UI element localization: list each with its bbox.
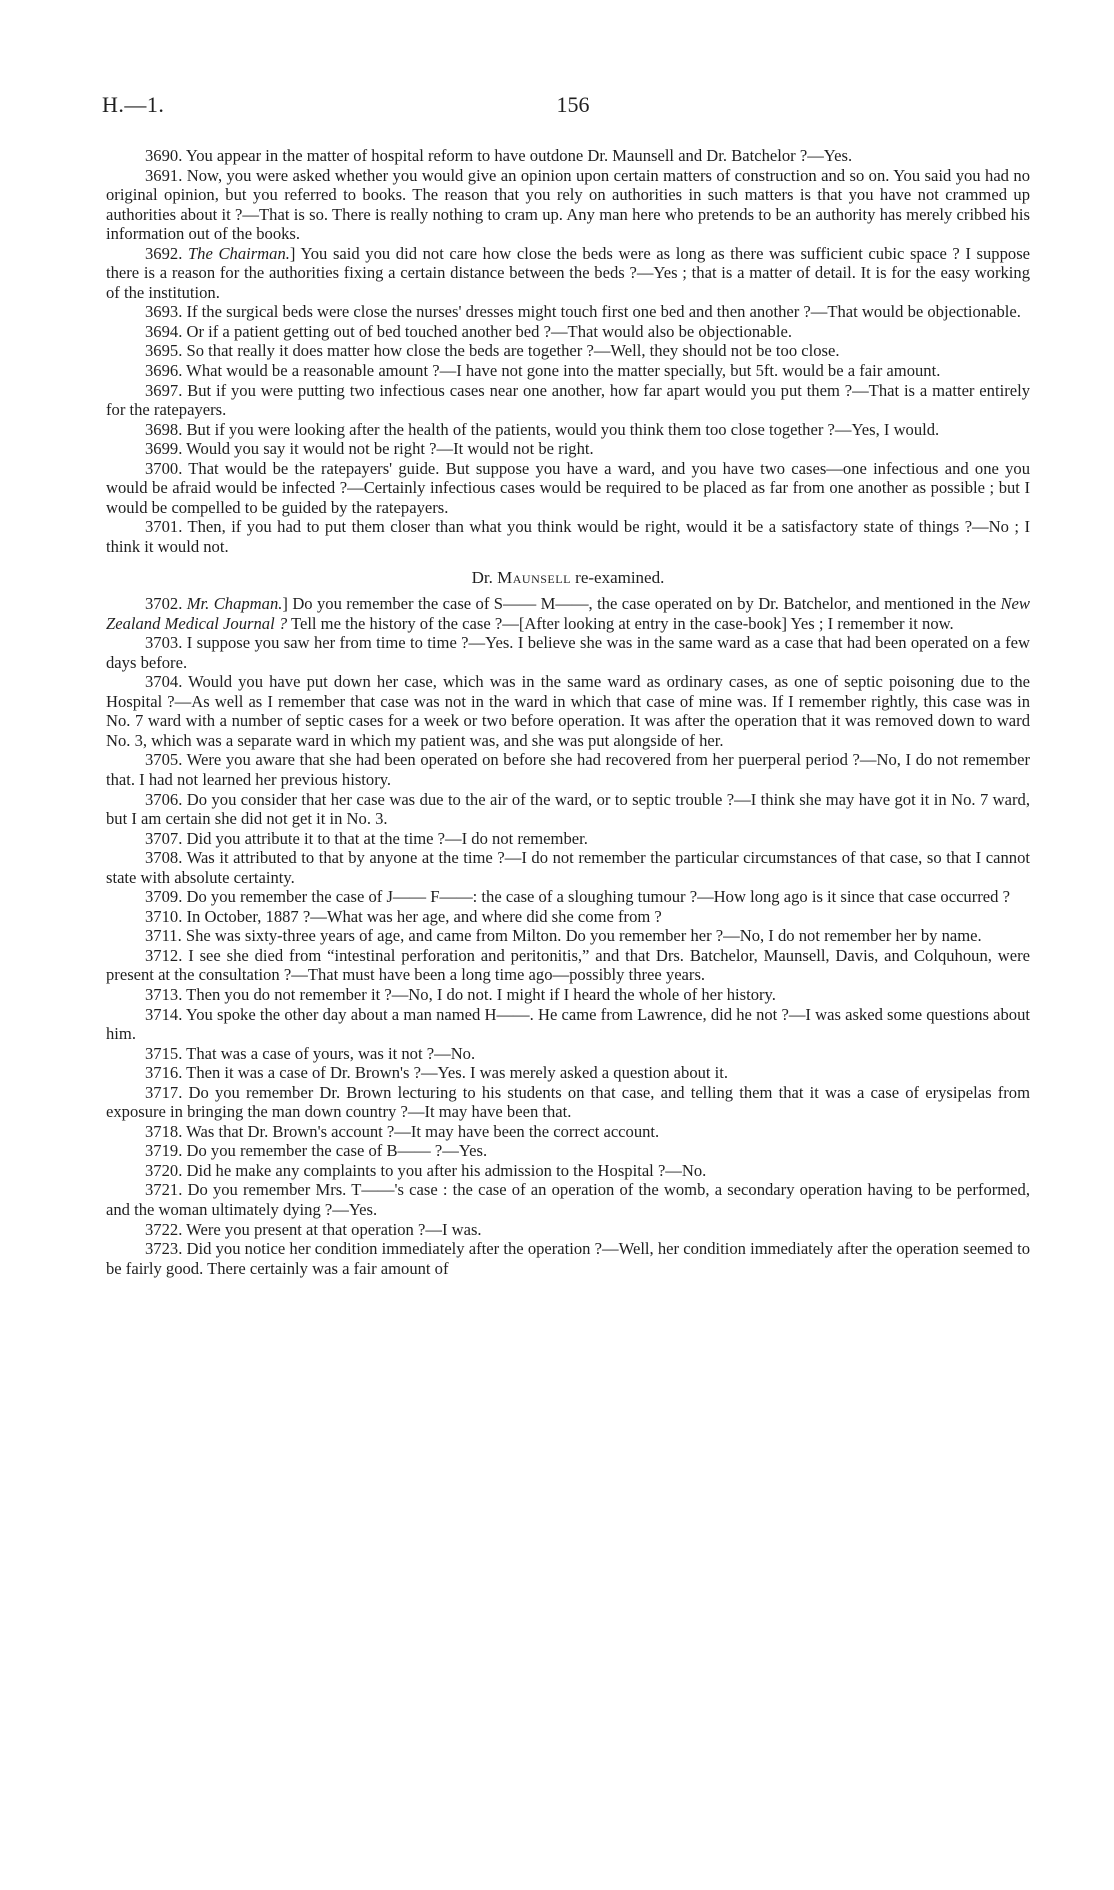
paragraph-3715: 3715. That was a case of yours, was it not ?—No. <box>145 1043 476 1063</box>
paragraph-3721: 3721. Do you remember Mrs. T——'s case : the case of an operation of the womb, a secondary operation having to be performed, and the woman ultimately dying ?—Yes. <box>106 1180 1030 1219</box>
section-heading <box>106 568 1030 588</box>
report-reference: H.—1. <box>102 92 165 117</box>
question-number: 3702. <box>145 594 187 614</box>
heading-prefix: Dr. <box>471 568 498 588</box>
paragraph-3692 <box>106 244 1030 303</box>
paragraph-3701: 3701. Then, if you had to put them closer than what you think would be right, would it be a satisfactory state of things ?—No ; I think it would not. <box>106 517 1030 556</box>
paragraph-3717: 3717. Do you remember Dr. Brown lecturing to his students on that case, and telling them that it was a case of erysipelas from exposure in bringing the man down country ?—It may have been that. <box>106 1082 1030 1122</box>
page-number: 156 <box>556 92 590 117</box>
witness-name: Maunsell <box>497 568 571 588</box>
paragraph-3704: 3704. Would you have put down her case, which was in the same ward as ordinary cases, as one of septic poisoning due to the Hospital ?—As well as I remember that case was not in the ward in which that case of mine was. If I remember rightly, this case was in No. 7 ward with a number of septic cases for a week or two before operation. It was after the operation that it was removed down to ward No. 3, which was a separate ward in which my patient was, and she was put alongside of her. <box>106 672 1030 750</box>
speaker-name: The Chairman. <box>187 243 290 263</box>
paragraph-3693: 3693. If the surgical beds were close the nurses' dresses might touch first one bed and then another ?—That would be objectionable. <box>145 302 1021 322</box>
paragraph-3695: 3695. So that really it does matter how close the beds are together ?—Well, they should not be too close. <box>145 341 840 361</box>
paragraph-3698: 3698. But if you were looking after the health of the patients, would you think them too close together ?—Yes, I would. <box>145 419 940 439</box>
paragraph-text: ] You said you did not care how close the beds were as long as there was sufficient cubic space ? I suppose there is a reason for the authorities fixing a certain distance between the beds ?—Yes ; that is a matter of detail. It is for the easy working of the institution. <box>106 243 1031 302</box>
paragraph-3691: 3691. Now, you were asked whether you would give an opinion upon certain matters of construction and so on. You said you had no original opinion, but you referred to books. The reason that you rely on authorities in such matters is that you have not crammed up authorities about it ?—That is so. There is really nothing to cram up. Any man here who pretends to be an authority has merely cribbed his information out of the books. <box>106 165 1030 244</box>
paragraph-3690: 3690. You appear in the matter of hospital reform to have outdone Dr. Maunsell and Dr. Batchelor ?—Yes. <box>145 146 853 165</box>
speaker-name: Mr. Chapman. <box>186 594 283 614</box>
paragraph-3694: 3694. Or if a patient getting out of bed touched another bed ?—That would also be objectionable. <box>145 321 792 341</box>
paragraph-3711: 3711. She was sixty-three years of age, and came from Milton. Do you remember her ?—No, I do not remember her by name. <box>145 926 982 946</box>
paragraph-text: ] Do you remember the case of S—— M——, the case operated on by Dr. Batchelor, and mentioned in the <box>282 594 1001 614</box>
paragraph-3714: 3714. You spoke the other day about a man named H——. He came from Lawrence, did he not ?—I was asked some questions about him. <box>106 1004 1030 1044</box>
paragraph-3702 <box>106 594 1030 633</box>
paragraph-3710: 3710. In October, 1887 ?—What was her age, and where did she come from ? <box>145 906 662 926</box>
paragraph-text: Tell me the history of the case ?—[After looking at entry in the case-book] Yes ; I remember it now. <box>287 613 954 633</box>
paragraph-3720: 3720. Did he make any complaints to you after his admission to the Hospital ?—No. <box>145 1160 707 1180</box>
document-body <box>106 146 1030 1278</box>
journal-title: New Zealand Medical Journal ? <box>106 594 1030 633</box>
paragraph-3703: 3703. I suppose you saw her from time to time ?—Yes. I believe she was in the same ward as a case that had been operated on a few days before. <box>106 633 1030 672</box>
paragraph-3707: 3707. Did you attribute it to that at the time ?—I do not remember. <box>145 828 588 848</box>
paragraph-3699: 3699. Would you say it would not be right ?—It would not be right. <box>145 439 594 459</box>
question-number: 3692. <box>145 243 188 263</box>
paragraph-3696: 3696. What would be a reasonable amount ?—I have not gone into the matter specially, but 5ft. would be a fair amount. <box>145 361 941 381</box>
paragraph-3709: 3709. Do you remember the case of J—— F——: the case of a sloughing tumour ?—How long ago is it since that case occurred ? <box>145 887 1010 907</box>
paragraph-3718: 3718. Was that Dr. Brown's account ?—It may have been the correct account. <box>145 1121 660 1141</box>
page-header <box>102 92 1044 120</box>
paragraph-3722: 3722. Were you present at that operation ?—I was. <box>145 1219 482 1239</box>
paragraph-3697: 3697. But if you were putting two infectious cases near one another, how far apart would you put them ?—That is a matter entirely for the ratepayers. <box>106 380 1030 420</box>
paragraph-3706: 3706. Do you consider that her case was due to the air of the ward, or to septic trouble ?—I think she may have got it in No. 7 ward, but I am certain she did not get it in No. 3. <box>106 789 1030 829</box>
paragraph-3713: 3713. Then you do not remember it ?—No, I do not. I might if I heard the whole of her history. <box>145 984 776 1004</box>
heading-suffix: re-examined. <box>570 568 665 588</box>
paragraph-3723: 3723. Did you notice her condition immediately after the operation ?—Well, her condition immediately after the operation seemed to be fairly good. There certainly was a fair amount of <box>106 1239 1030 1278</box>
paragraph-3719: 3719. Do you remember the case of B—— ?—Yes. <box>145 1141 488 1161</box>
paragraph-3708: 3708. Was it attributed to that by anyone at the time ?—I do not remember the particular circumstances of that case, so that I cannot state with absolute certainty. <box>106 848 1030 887</box>
paragraph-3716: 3716. Then it was a case of Dr. Brown's ?—Yes. I was merely asked a question about it. <box>145 1063 729 1083</box>
paragraph-3712: 3712. I see she died from “intestinal perforation and peritonitis,” and that Drs. Batchelor, Maunsell, Davis, and Colquhoun, were present at the consultation ?—That must have been a long time ago—possibly three years. <box>106 945 1030 985</box>
paragraph-3705: 3705. Were you aware that she had been operated on before she had recovered from her puerperal period ?—No, I do not remember that. I had not learned her previous history. <box>106 750 1030 789</box>
paragraph-3700: 3700. That would be the ratepayers' guide. But suppose you have a ward, and you have two cases—one infectious and one you would be afraid would be infected ?—Certainly infectious cases would be required to be placed as far from one another as possible ; but I would be compelled to be guided by the ratepayers. <box>106 458 1030 517</box>
